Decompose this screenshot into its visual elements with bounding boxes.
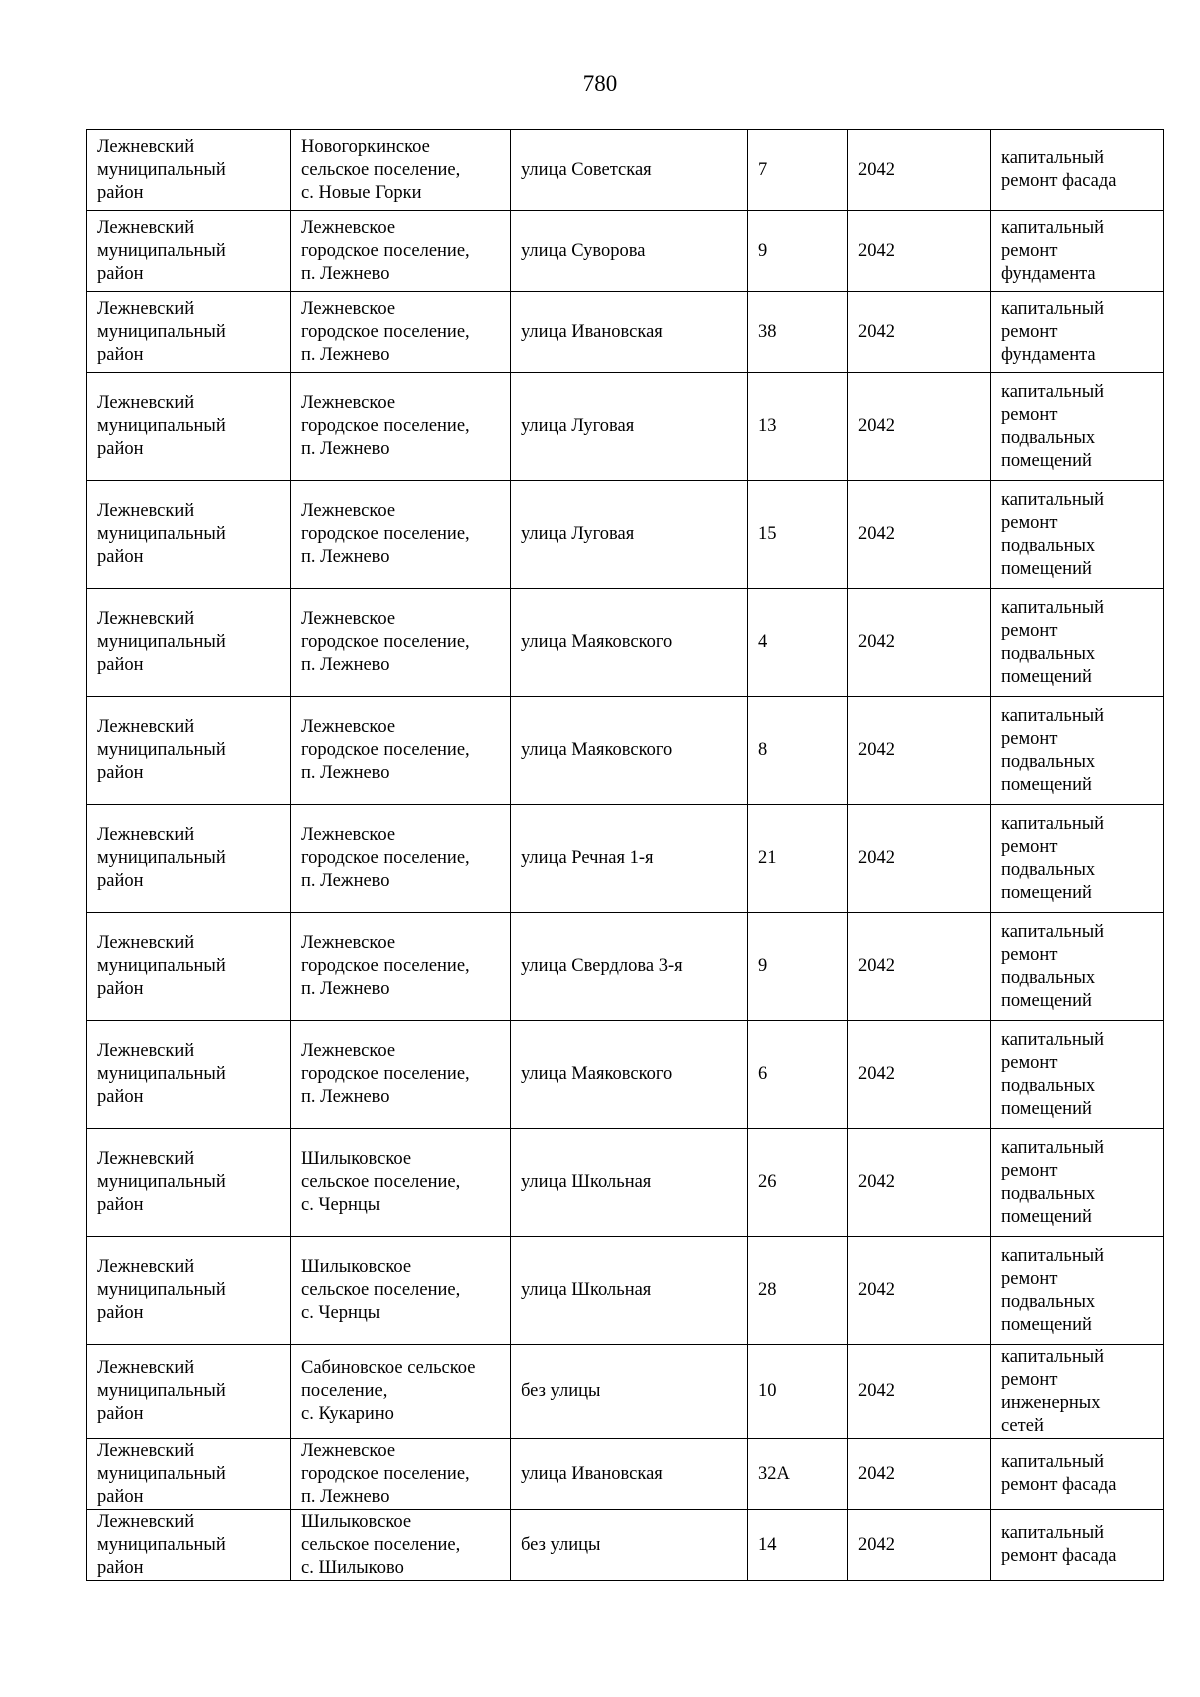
settlement-cell-line: сельское поселение, xyxy=(301,1172,461,1192)
street-cell-text: улица Школьная xyxy=(521,1280,652,1300)
work-type-cell-line: подвальных xyxy=(1001,859,1096,880)
house-number-cell-text: 26 xyxy=(758,1172,777,1192)
settlement-cell-line: с. Чернцы xyxy=(301,1303,381,1323)
work-type-cell xyxy=(991,292,1164,373)
house-number-cell xyxy=(748,589,848,697)
year-cell-text: 2042 xyxy=(858,159,895,180)
house-number-cell xyxy=(748,1021,848,1129)
district-cell-line: Лежневский xyxy=(97,1511,195,1532)
settlement-cell-line: п. Лежнево xyxy=(301,547,390,567)
house-number-cell-text: 21 xyxy=(758,848,777,868)
district-cell xyxy=(87,913,291,1021)
year-cell xyxy=(848,211,991,292)
work-type-cell-line: помещений xyxy=(1001,882,1092,903)
work-type-cell-line: помещений xyxy=(1001,558,1092,579)
district-cell xyxy=(87,1439,291,1510)
year-cell xyxy=(848,292,991,373)
house-number-cell-text: 10 xyxy=(758,1381,777,1401)
work-type-cell-line: капитальный xyxy=(1001,1137,1105,1158)
district-cell-line: Лежневский xyxy=(97,501,195,521)
table-body xyxy=(87,130,1164,1581)
table-row xyxy=(87,1439,1164,1510)
settlement-cell xyxy=(291,292,511,373)
street-cell xyxy=(511,1345,748,1439)
table-row xyxy=(87,805,1164,913)
table-row xyxy=(87,211,1164,292)
district-cell-line: район xyxy=(97,1557,144,1578)
settlement-cell-line: с. Шилыково xyxy=(301,1557,404,1578)
house-number-cell-text: 32А xyxy=(758,1463,790,1484)
district-cell-line: район xyxy=(97,547,144,567)
settlement-cell-line: п. Лежнево xyxy=(301,655,390,675)
table-row xyxy=(87,589,1164,697)
district-cell xyxy=(87,1237,291,1345)
settlement-cell xyxy=(291,373,511,481)
settlement-cell-line: Лежневское xyxy=(301,393,396,413)
district-cell-line: район xyxy=(97,979,144,999)
settlement-cell xyxy=(291,1439,511,1510)
house-number-cell xyxy=(748,1439,848,1510)
year-cell-text: 2042 xyxy=(858,321,895,342)
house-number-cell-text: 9 xyxy=(758,956,768,976)
settlement-cell-line: поселение, xyxy=(301,1381,388,1401)
street-cell-text: без улицы xyxy=(521,1381,601,1401)
settlement-cell xyxy=(291,1129,511,1237)
table-row xyxy=(87,373,1164,481)
district-cell xyxy=(87,1345,291,1439)
district-cell xyxy=(87,292,291,373)
house-number-cell xyxy=(748,130,848,211)
work-type-cell-line: подвальных xyxy=(1001,967,1096,988)
year-cell-text: 2042 xyxy=(858,1172,895,1192)
settlement-cell-line: Лежневское xyxy=(301,298,396,319)
work-type-cell-line: подвальных xyxy=(1001,535,1096,556)
district-cell-line: район xyxy=(97,1404,144,1424)
house-number-cell xyxy=(748,1237,848,1345)
year-cell-text: 2042 xyxy=(858,1064,895,1084)
street-cell xyxy=(511,1021,748,1129)
settlement-cell-line: сельское поселение, xyxy=(301,1534,461,1555)
district-cell-line: район xyxy=(97,1486,144,1507)
work-type-cell-line: капитальный xyxy=(1001,381,1105,402)
house-number-cell-text: 14 xyxy=(758,1534,777,1555)
work-type-cell-line: помещений xyxy=(1001,1206,1092,1227)
district-cell-line: муниципальный xyxy=(97,740,226,760)
district-cell-line: Лежневский xyxy=(97,1440,195,1461)
work-type-cell-line: подвальных xyxy=(1001,751,1096,772)
work-type-cell-line: капитальный xyxy=(1001,597,1105,618)
settlement-cell-line: Лежневское xyxy=(301,1440,396,1461)
year-cell-text: 2042 xyxy=(858,524,895,544)
street-cell xyxy=(511,1439,748,1510)
table-row xyxy=(87,1021,1164,1129)
district-cell xyxy=(87,211,291,292)
work-type-cell-line: капитальный xyxy=(1001,489,1105,510)
year-cell-text: 2042 xyxy=(858,240,895,261)
street-cell xyxy=(511,481,748,589)
settlement-cell xyxy=(291,1237,511,1345)
district-cell xyxy=(87,373,291,481)
work-type-cell-line: ремонт xyxy=(1001,620,1058,641)
work-type-cell-line: ремонт фасада xyxy=(1001,1546,1117,1566)
year-cell xyxy=(848,589,991,697)
year-cell-text: 2042 xyxy=(858,416,895,436)
work-type-cell-line: помещений xyxy=(1001,1314,1092,1335)
house-number-cell xyxy=(748,805,848,913)
district-cell-line: муниципальный xyxy=(97,240,226,261)
district-cell xyxy=(87,589,291,697)
work-type-cell-line: ремонт фасада xyxy=(1001,1475,1117,1495)
settlement-cell-line: Лежневское xyxy=(301,609,396,629)
street-cell-text: улица Ивановская xyxy=(521,321,663,342)
street-cell xyxy=(511,292,748,373)
work-type-cell-line: фундамента xyxy=(1001,344,1096,365)
district-cell xyxy=(87,697,291,805)
district-cell-line: район xyxy=(97,344,144,365)
house-number-cell xyxy=(748,481,848,589)
street-cell-text: улица Речная 1-я xyxy=(521,848,654,868)
district-cell xyxy=(87,1021,291,1129)
year-cell-text: 2042 xyxy=(858,1463,895,1484)
district-cell-line: муниципальный xyxy=(97,416,226,436)
settlement-cell-line: городское поселение, xyxy=(301,524,470,544)
district-cell-line: муниципальный xyxy=(97,1534,226,1555)
work-type-cell xyxy=(991,1129,1164,1237)
district-cell-line: муниципальный xyxy=(97,848,226,868)
district-cell-line: Лежневский xyxy=(97,1149,195,1169)
work-type-cell-line: подвальных xyxy=(1001,427,1096,448)
work-type-cell-line: помещений xyxy=(1001,774,1092,795)
street-cell-text: улица Маяковского xyxy=(521,740,673,760)
house-number-cell-text: 38 xyxy=(758,321,777,342)
district-cell-line: район xyxy=(97,263,144,284)
street-cell-text: улица Школьная xyxy=(521,1172,652,1192)
work-type-cell-line: ремонт фасада xyxy=(1001,171,1117,191)
settlement-cell-line: городское поселение, xyxy=(301,321,470,342)
settlement-cell-line: с. Новые Горки xyxy=(301,182,422,203)
work-type-cell-line: ремонт xyxy=(1001,944,1058,965)
table-row xyxy=(87,697,1164,805)
settlement-cell-line: Лежневское xyxy=(301,933,396,953)
district-cell-line: Лежневский xyxy=(97,825,195,845)
year-cell xyxy=(848,1510,991,1581)
settlement-cell-line: с. Чернцы xyxy=(301,1195,381,1215)
district-cell-line: Лежневский xyxy=(97,136,195,157)
district-cell-line: муниципальный xyxy=(97,1463,226,1484)
district-cell-line: Лежневский xyxy=(97,1041,195,1061)
year-cell xyxy=(848,373,991,481)
settlement-cell-line: п. Лежнево xyxy=(301,979,390,999)
house-number-cell xyxy=(748,697,848,805)
year-cell-text: 2042 xyxy=(858,1534,895,1555)
district-cell-line: район xyxy=(97,763,144,783)
street-cell xyxy=(511,697,748,805)
settlement-cell xyxy=(291,1345,511,1439)
year-cell xyxy=(848,1129,991,1237)
year-cell-text: 2042 xyxy=(858,740,895,760)
district-cell xyxy=(87,481,291,589)
work-type-cell-line: ремонт xyxy=(1001,1268,1058,1289)
district-cell-line: район xyxy=(97,1087,144,1107)
work-type-cell-line: ремонт xyxy=(1001,836,1058,857)
district-cell-line: Лежневский xyxy=(97,609,195,629)
settlement-cell-line: городское поселение, xyxy=(301,848,470,868)
district-cell-line: муниципальный xyxy=(97,1280,226,1300)
work-type-cell-line: подвальных xyxy=(1001,1291,1096,1312)
settlement-cell-line: с. Кукарино xyxy=(301,1404,394,1424)
work-type-cell-line: капитальный xyxy=(1001,148,1105,168)
table-row xyxy=(87,130,1164,211)
year-cell xyxy=(848,1237,991,1345)
work-type-cell-line: капитальный xyxy=(1001,705,1105,726)
district-cell-line: Лежневский xyxy=(97,393,195,413)
house-number-cell-text: 7 xyxy=(758,159,768,180)
settlement-cell xyxy=(291,589,511,697)
table-row xyxy=(87,1510,1164,1581)
district-cell-line: муниципальный xyxy=(97,632,226,652)
work-type-cell-line: фундамента xyxy=(1001,263,1096,284)
year-cell xyxy=(848,913,991,1021)
work-type-cell-line: подвальных xyxy=(1001,1075,1096,1096)
settlement-cell-line: Лежневское xyxy=(301,825,396,845)
settlement-cell-line: Сабиновское сельское xyxy=(301,1358,476,1378)
year-cell-text: 2042 xyxy=(858,632,895,652)
settlement-cell xyxy=(291,481,511,589)
work-type-cell xyxy=(991,697,1164,805)
year-cell-text: 2042 xyxy=(858,848,895,868)
house-number-cell xyxy=(748,1129,848,1237)
work-type-cell xyxy=(991,1237,1164,1345)
street-cell xyxy=(511,373,748,481)
table-row xyxy=(87,1237,1164,1345)
year-cell-text: 2042 xyxy=(858,1280,895,1300)
work-type-cell xyxy=(991,1021,1164,1129)
settlement-cell xyxy=(291,805,511,913)
work-type-cell xyxy=(991,373,1164,481)
settlement-cell-line: Новогоркинское xyxy=(301,136,430,157)
year-cell xyxy=(848,805,991,913)
settlement-cell-line: сельское поселение, xyxy=(301,159,461,180)
work-type-cell-line: инженерных xyxy=(1001,1392,1101,1413)
settlement-cell-line: Шилыковское xyxy=(301,1511,412,1532)
work-type-cell-line: подвальных xyxy=(1001,1183,1096,1204)
work-type-cell xyxy=(991,913,1164,1021)
work-type-cell xyxy=(991,481,1164,589)
street-cell xyxy=(511,1129,748,1237)
settlement-cell xyxy=(291,1510,511,1581)
table-row xyxy=(87,481,1164,589)
house-number-cell-text: 28 xyxy=(758,1280,777,1300)
district-cell xyxy=(87,1129,291,1237)
work-type-cell-line: ремонт xyxy=(1001,1052,1058,1073)
page-number: 780 xyxy=(582,71,618,96)
district-cell-line: район xyxy=(97,1195,144,1215)
street-cell xyxy=(511,913,748,1021)
work-type-cell-line: ремонт xyxy=(1001,728,1058,749)
year-cell-text: 2042 xyxy=(858,956,895,976)
work-type-cell-line: сетей xyxy=(1001,1415,1044,1436)
house-number-cell xyxy=(748,292,848,373)
work-type-cell xyxy=(991,1439,1164,1510)
district-cell-line: район xyxy=(97,439,144,459)
district-cell-line: район xyxy=(97,655,144,675)
year-cell xyxy=(848,1021,991,1129)
table-row xyxy=(87,1345,1164,1439)
settlement-cell-line: городское поселение, xyxy=(301,632,470,652)
street-cell xyxy=(511,805,748,913)
settlement-cell xyxy=(291,697,511,805)
work-type-cell xyxy=(991,589,1164,697)
work-type-cell-line: помещений xyxy=(1001,666,1092,687)
settlement-cell-line: Лежневское xyxy=(301,217,396,238)
district-cell-line: муниципальный xyxy=(97,1381,226,1401)
settlement-cell-line: сельское поселение, xyxy=(301,1280,461,1300)
district-cell xyxy=(87,805,291,913)
year-cell xyxy=(848,130,991,211)
work-type-cell-line: капитальный xyxy=(1001,1029,1105,1050)
year-cell xyxy=(848,697,991,805)
settlement-cell-line: городское поселение, xyxy=(301,956,470,976)
street-cell-text: улица Маяковского xyxy=(521,1064,673,1084)
district-cell-line: Лежневский xyxy=(97,217,195,238)
street-cell-text: улица Ивановская xyxy=(521,1463,663,1484)
district-cell-line: муниципальный xyxy=(97,956,226,976)
settlement-cell-line: Шилыковское xyxy=(301,1149,412,1169)
house-number-cell xyxy=(748,1345,848,1439)
work-type-cell xyxy=(991,1510,1164,1581)
district-cell-line: муниципальный xyxy=(97,1064,226,1084)
house-number-cell-text: 6 xyxy=(758,1064,768,1084)
district-cell-line: Лежневский xyxy=(97,298,195,319)
work-type-cell xyxy=(991,130,1164,211)
settlement-cell-line: Лежневское xyxy=(301,501,396,521)
street-cell-text: без улицы xyxy=(521,1534,601,1555)
settlement-cell xyxy=(291,1021,511,1129)
work-type-cell-line: капитальный xyxy=(1001,1452,1105,1472)
district-cell-line: Лежневский xyxy=(97,1257,195,1277)
district-cell-line: район xyxy=(97,871,144,891)
district-cell-line: район xyxy=(97,1303,144,1323)
work-type-cell-line: ремонт xyxy=(1001,240,1058,261)
work-type-cell-line: помещений xyxy=(1001,450,1092,471)
street-cell xyxy=(511,589,748,697)
district-cell-line: муниципальный xyxy=(97,524,226,544)
district-cell-line: Лежневский xyxy=(97,1358,195,1378)
work-type-cell xyxy=(991,211,1164,292)
settlement-cell xyxy=(291,130,511,211)
settlement-cell-line: городское поселение, xyxy=(301,416,470,436)
work-type-cell xyxy=(991,805,1164,913)
house-number-cell-text: 15 xyxy=(758,524,777,544)
work-type-cell-line: капитальный xyxy=(1001,1346,1105,1367)
street-cell-text: улица Луговая xyxy=(521,524,635,544)
table-row xyxy=(87,1129,1164,1237)
work-type-cell-line: капитальный xyxy=(1001,813,1105,834)
house-number-cell-text: 8 xyxy=(758,740,768,760)
house-number-cell-text: 13 xyxy=(758,416,777,436)
work-type-cell-line: капитальный xyxy=(1001,217,1105,238)
settlement-cell-line: п. Лежнево xyxy=(301,763,390,783)
district-cell-line: Лежневский xyxy=(97,717,195,737)
work-type-cell-line: ремонт xyxy=(1001,321,1058,342)
year-cell xyxy=(848,1345,991,1439)
house-number-cell-text: 4 xyxy=(758,632,768,652)
house-number-cell xyxy=(748,211,848,292)
year-cell xyxy=(848,481,991,589)
street-cell-text: улица Суворова xyxy=(521,240,646,261)
district-cell-line: муниципальный xyxy=(97,1172,226,1192)
settlement-cell xyxy=(291,211,511,292)
work-type-cell-line: помещений xyxy=(1001,990,1092,1011)
settlement-cell-line: Лежневское xyxy=(301,1041,396,1061)
settlement-cell-line: городское поселение, xyxy=(301,240,470,261)
settlement-cell-line: Шилыковское xyxy=(301,1257,412,1277)
settlement-cell-line: п. Лежнево xyxy=(301,1486,390,1507)
work-type-cell-line: капитальный xyxy=(1001,1523,1105,1543)
work-type-cell-line: ремонт xyxy=(1001,1160,1058,1181)
settlement-cell-line: п. Лежнево xyxy=(301,344,390,365)
work-type-cell-line: капитальный xyxy=(1001,921,1105,942)
year-cell-text: 2042 xyxy=(858,1381,895,1401)
house-number-cell-text: 9 xyxy=(758,240,768,261)
street-cell xyxy=(511,1237,748,1345)
work-type-cell-line: ремонт xyxy=(1001,1369,1058,1390)
street-cell-text: улица Маяковского xyxy=(521,632,673,652)
district-cell-line: Лежневский xyxy=(97,933,195,953)
settlement-cell-line: городское поселение, xyxy=(301,1064,470,1084)
work-type-cell-line: подвальных xyxy=(1001,643,1096,664)
settlement-cell-line: городское поселение, xyxy=(301,740,470,760)
street-cell xyxy=(511,1510,748,1581)
district-cell xyxy=(87,130,291,211)
settlement-cell-line: п. Лежнево xyxy=(301,263,390,284)
settlement-cell-line: п. Лежнево xyxy=(301,871,390,891)
table-row xyxy=(87,913,1164,1021)
settlement-cell-line: городское поселение, xyxy=(301,1463,470,1484)
district-cell-line: район xyxy=(97,182,144,203)
work-type-cell xyxy=(991,1345,1164,1439)
work-type-cell-line: ремонт xyxy=(1001,512,1058,533)
district-cell-line: муниципальный xyxy=(97,321,226,342)
district-cell xyxy=(87,1510,291,1581)
street-cell-text: улица Советская xyxy=(521,159,652,180)
street-cell-text: улица Свердлова 3-я xyxy=(521,956,683,976)
house-number-cell xyxy=(748,913,848,1021)
settlement-cell-line: п. Лежнево xyxy=(301,439,390,459)
work-type-cell-line: капитальный xyxy=(1001,1245,1105,1266)
work-type-cell-line: помещений xyxy=(1001,1098,1092,1119)
settlement-cell xyxy=(291,913,511,1021)
housing-repair-table xyxy=(86,129,1164,1581)
work-type-cell-line: ремонт xyxy=(1001,404,1058,425)
table-row xyxy=(87,292,1164,373)
district-cell-line: муниципальный xyxy=(97,159,226,180)
house-number-cell xyxy=(748,1510,848,1581)
work-type-cell-line: капитальный xyxy=(1001,298,1105,319)
street-cell xyxy=(511,211,748,292)
street-cell-text: улица Луговая xyxy=(521,416,635,436)
house-number-cell xyxy=(748,373,848,481)
street-cell xyxy=(511,130,748,211)
settlement-cell-line: п. Лежнево xyxy=(301,1087,390,1107)
year-cell xyxy=(848,1439,991,1510)
settlement-cell-line: Лежневское xyxy=(301,717,396,737)
